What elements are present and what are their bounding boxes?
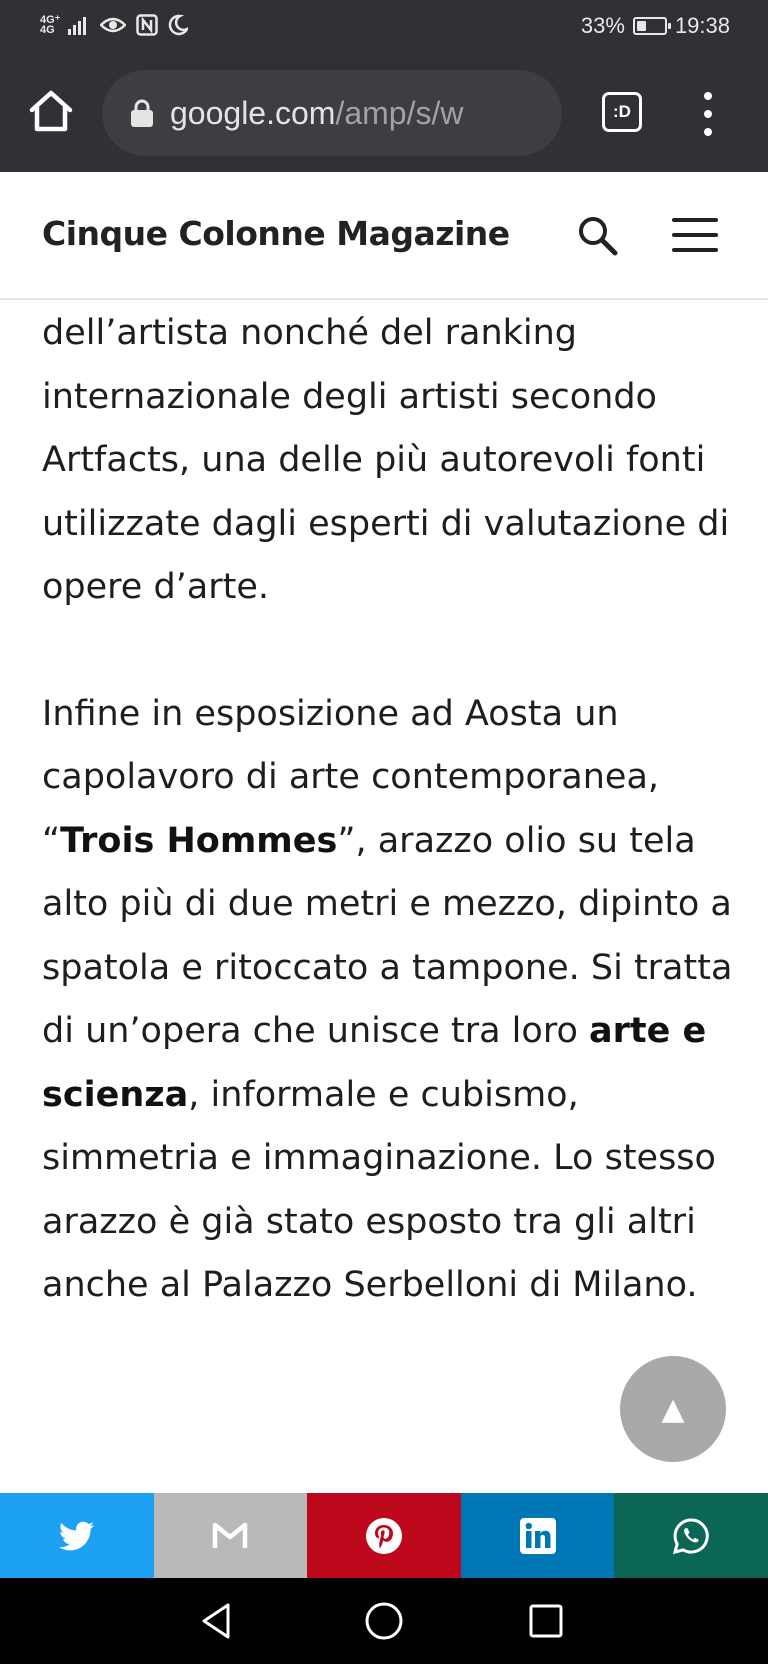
article-paragraph — [42, 683, 742, 1318]
share-pinterest-button[interactable] — [307, 1493, 461, 1578]
clock: 19:38 — [674, 13, 730, 38]
home-circle-icon[interactable] — [362, 1599, 406, 1643]
nfc-icon — [136, 14, 158, 36]
tab-switcher-button[interactable] — [602, 92, 642, 132]
menu-dot — [704, 92, 712, 100]
status-bar — [0, 0, 768, 54]
hamburger-icon[interactable] — [672, 218, 718, 252]
back-to-top-button[interactable] — [620, 1356, 726, 1462]
share-bar — [0, 1493, 768, 1578]
share-twitter-button[interactable] — [0, 1493, 154, 1578]
share-linkedin-button[interactable] — [461, 1493, 615, 1578]
battery-icon — [633, 17, 667, 35]
system-nav-bar — [0, 1578, 768, 1664]
menu-dots-icon[interactable] — [698, 92, 718, 136]
site-title[interactable]: Cinque Colonne Magazine — [42, 214, 510, 253]
hamburger-line — [672, 248, 718, 252]
network-type: 4G⁺ 4G — [40, 14, 61, 36]
article-paragraph: dell’artista nonché del ranking internazionale degli artisti secondo Artfacts, una delle più autorevoli fonti utilizzate dagli esperti di valutazione di opere d’arte. — [42, 313, 730, 607]
gmail-icon — [211, 1521, 249, 1551]
share-whatsapp-button[interactable] — [614, 1493, 768, 1578]
url-path: /amp/s/w — [335, 94, 464, 131]
signal-icon — [68, 15, 90, 35]
url-domain: google.com — [170, 94, 336, 131]
status-left — [40, 14, 188, 36]
eye-icon — [100, 15, 126, 35]
pinterest-icon — [365, 1517, 403, 1555]
paragraph-text: Infine in esposizione ad Aosta un capolavoro di arte contemporanea, “ — [42, 693, 660, 861]
search-icon[interactable] — [576, 214, 620, 258]
hamburger-line — [672, 218, 718, 222]
linkedin-icon — [520, 1518, 556, 1554]
site-header — [0, 172, 768, 300]
emphasis-text: arte e scienza — [42, 1011, 707, 1115]
tab-switcher-label: :D — [613, 102, 631, 121]
paragraph-text: , informale e cubismo, simmetria e immaginazione. Lo stesso arazzo è già stato esposto tra gli altri anche al Palazzo Serbelloni di Milano. — [42, 1074, 716, 1305]
whatsapp-icon — [672, 1517, 710, 1555]
back-icon[interactable] — [196, 1599, 240, 1643]
hamburger-line — [672, 233, 718, 237]
battery-percentage: 33% — [580, 13, 625, 38]
paragraph-text: ”, arazzo olio su tela alto più di due metri e mezzo, dipinto a spatola e ritoccato a tampone. Si tratta di un’opera che unisce tra loro — [42, 820, 733, 1051]
share-email-button[interactable] — [154, 1493, 308, 1578]
battery-level — [637, 21, 646, 31]
arrow-up-icon: ▲ — [661, 1391, 685, 1427]
menu-dot — [704, 110, 712, 118]
artwork-title: Trois Hommes — [60, 820, 338, 861]
article-body — [42, 302, 742, 1318]
address-bar[interactable] — [102, 70, 562, 156]
browser-toolbar — [0, 54, 768, 172]
url-text — [170, 95, 463, 132]
recents-icon[interactable] — [524, 1599, 568, 1643]
moon-icon — [168, 14, 188, 36]
status-right — [581, 13, 730, 39]
home-icon[interactable] — [26, 86, 76, 136]
twitter-icon — [59, 1521, 95, 1551]
lock-icon — [130, 98, 154, 128]
menu-dot — [704, 128, 712, 136]
